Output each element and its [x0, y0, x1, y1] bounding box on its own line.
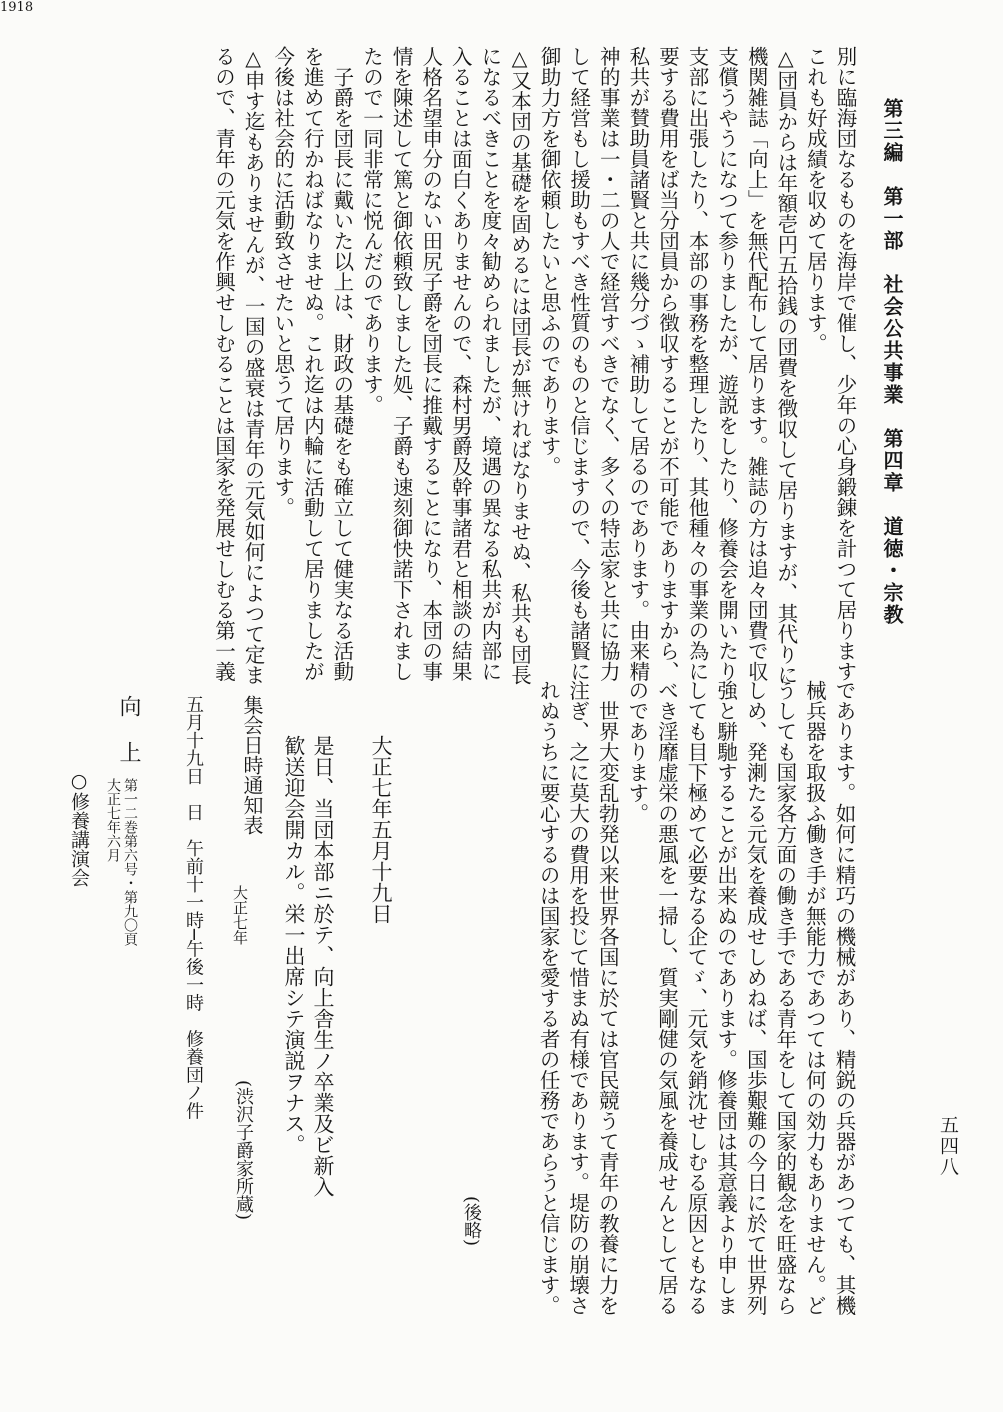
text-column: 別に臨海団なるものを海岸で催し、少年の心身鍛錬を計つて居ります: [833, 46, 857, 682]
text-column: これも好成績を収めて居ります。: [803, 46, 828, 354]
meeting-year: 大正七年: [231, 885, 249, 945]
text-column: 械兵器を取扱ふ働き手が無能力であつては何の効力もありません。ど: [802, 680, 827, 1316]
text-column: 私共が賛助員諸賢と共に幾分づゝ補助して居るのであります。由来精: [625, 46, 650, 682]
entry-date: 大正七年五月十九日: [369, 735, 393, 924]
meeting-title: 集会日時通知表: [240, 695, 264, 835]
text-column: △申す迄もありませんが、一国の盛衰は青年の元気如何によつて定ま: [241, 46, 266, 685]
text-column: のであります。: [624, 680, 649, 824]
text-column: れぬうちに要心するのは国家を愛する者の任務であらうと信じます。: [536, 680, 561, 1316]
page-header: 第三編 第一部 社会公共事業 第四章 道徳・宗教: [880, 98, 904, 626]
text-column: 人格名望申分のない田尻子爵を団長に推戴することになり、本団の事: [418, 46, 443, 682]
text-column: 機関雑誌「向上」を無代配布して居ります。雑誌の方は追々団費で収: [744, 46, 769, 682]
text-column: うしても国家各方面の働き手である青年をして国家的観念を旺盛なら: [772, 680, 797, 1316]
text-column: 注ぎ、之に莫大の費用を投じて惜まぬ有様であります。堤防の崩壊さ: [565, 680, 590, 1316]
text-column: 神的事業は一・二の人で経営すべきでなく、多くの特志家と共に協力: [596, 46, 621, 682]
meeting-line: 五月十九日 日 午前十一時─午後一時 修養団ノ件: [183, 695, 204, 1120]
text-column: しめ、発溂たる元気を養成せしめねば、国歩艱難の今日に於て世界列: [743, 680, 768, 1316]
entry-line: 是日、当団本部ニ於テ、向上舎生ノ卒業及ビ新入: [311, 735, 335, 1197]
text-column: 支部に出張したり、本部の事務を整理したり、其他種々の事業の為に: [685, 46, 710, 682]
text-column: るので、青年の元気を作興せしむることは国家を発展せしむる第一義: [211, 46, 236, 682]
lower-text-block: [532, 680, 858, 1316]
publication-date: 大正七年六月: [105, 778, 121, 862]
text-column: 世界大変乱勃発以来世界各国に於ては官民競うて青年の教養に力を: [595, 680, 620, 1316]
page-number: 五四八: [937, 1115, 959, 1178]
publication-volume: 第一二巻第六号・第九〇頁: [122, 778, 138, 946]
entry-text: [279, 735, 337, 1197]
text-column: 子爵を団長に戴いた以上は、財政の基礎をも確立して健実なる活動: [329, 46, 354, 682]
omission-note: (後略): [461, 1196, 482, 1247]
publication-subtitle: ○修養講演会: [68, 770, 90, 887]
text-column: △又本団の基礎を固めるには団長が無ければなりませぬ、私共も団長: [507, 46, 532, 685]
upper-text-block: [208, 46, 859, 685]
text-column: して経営もし援助もすべき性質のものと信じますので、今後も諸賢に: [566, 46, 591, 682]
source-note: (渋沢子爵家所蔵): [233, 1080, 254, 1221]
text-column: たので一同非常に悦んだのであります。: [359, 46, 384, 415]
text-column: しても目下極めて必要なる企てゞ、元気を銷沈せしむる原因ともなる: [684, 680, 709, 1316]
text-column: であります。如何に精巧の機械があり、精鋭の兵器があつても、其機: [832, 680, 856, 1316]
text-column: 強と駢馳することが出来ぬのであります。修養団は其意義より申しま: [713, 680, 738, 1316]
text-column: 今後は社会的に活動致させたいと思うて居ります。: [270, 46, 295, 518]
text-column: を進めて行かねばなりませぬ。これ迄は内輪に活動して居りましたが: [300, 46, 325, 682]
year-ad: 1918: [0, 0, 34, 15]
text-column: △団員からは年額壱円五拾銭の団費を徴収して居りますが、其代りに: [773, 46, 798, 685]
text-column: べき淫靡虚栄の悪風を一掃し、質実剛健の気風を養成せんとして居る: [654, 680, 679, 1316]
entry-line: 歓送迎会開カル。栄一出席シテ演説ヲナス。: [282, 735, 306, 1155]
publication-name: 向上: [116, 695, 141, 787]
text-column: 入ることは面白くありませんので、森村男爵及幹事諸君と相談の結果: [448, 46, 473, 682]
text-column: 支償うやうになつて参りましたが、遊説をしたり、修養会を開いたり: [714, 46, 739, 682]
text-column: になるべきことを度々勧められましたが、境遇の異なる私共が内部に: [477, 46, 502, 682]
text-column: 要する費用をば当分団員から徴収することが不可能でありますから、: [655, 46, 680, 682]
text-column: 御助力方を御依頼したいと思ふのであります。: [537, 46, 562, 477]
text-column: 情を陳述して篤と御依頼致しました処、子爵も速刻御快諾下されまし: [389, 46, 414, 682]
